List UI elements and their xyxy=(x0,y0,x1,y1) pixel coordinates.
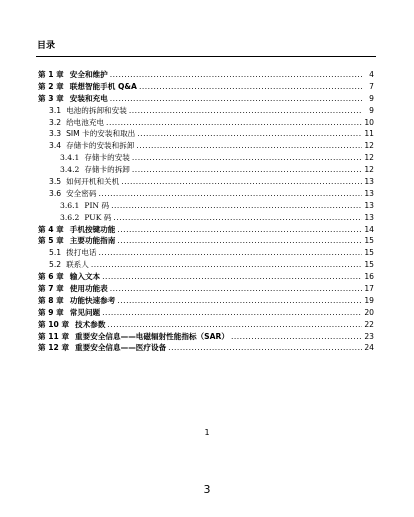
toc-entry-label: 技术参数 xyxy=(75,319,106,329)
dot-leader xyxy=(137,128,362,140)
toc-entry-page: 12 xyxy=(364,141,374,151)
toc-entry-label: 重要安全信息——医疗设备 xyxy=(75,343,167,353)
toc-entry-page: 12 xyxy=(364,153,374,163)
dot-leader xyxy=(113,212,362,224)
dot-leader xyxy=(132,152,362,164)
toc-entry-label: 联想智能手机 Q&A xyxy=(69,81,137,91)
dot-leader xyxy=(117,224,362,236)
toc-entry-page: 20 xyxy=(364,307,374,317)
toc-entry-page: 13 xyxy=(364,212,374,222)
toc-entry[interactable] xyxy=(38,295,374,307)
toc-entry[interactable] xyxy=(38,176,374,188)
toc-entry-label: 使用功能表 xyxy=(69,284,108,294)
toc-entry-number: 5.1 xyxy=(49,248,62,258)
toc-entry-page: 19 xyxy=(364,295,374,305)
toc-entry[interactable] xyxy=(38,105,374,117)
toc-entry-page: 22 xyxy=(364,319,374,329)
toc-entry[interactable] xyxy=(38,152,374,164)
toc-entry-page: 9 xyxy=(369,105,374,115)
toc-entry[interactable] xyxy=(38,224,374,236)
toc-entry-page: 14 xyxy=(364,224,374,234)
toc-entry-number: 第 4 章 xyxy=(38,224,64,234)
dot-leader xyxy=(121,176,362,188)
toc-entry-label: 常见问题 xyxy=(69,307,101,317)
dot-leader xyxy=(129,105,362,117)
dot-leader xyxy=(102,307,362,319)
dot-leader xyxy=(106,117,362,129)
toc-entry[interactable] xyxy=(38,164,374,176)
toc-entry-label: 手机按键功能 xyxy=(69,224,116,234)
toc-entry-label: 联系人 xyxy=(66,260,89,270)
toc-entry-number: 3.4 xyxy=(49,141,62,151)
toc-entry-label: 如何开机和关机 xyxy=(66,177,120,187)
toc-entry-page: 13 xyxy=(364,188,374,198)
toc-entry-label: 安全密码 xyxy=(66,188,97,198)
toc-entry-label: 给电池充电 xyxy=(66,117,105,127)
toc-entry-page: 15 xyxy=(364,260,374,270)
toc-entry[interactable] xyxy=(38,81,374,93)
toc-entry-number: 第 7 章 xyxy=(38,284,64,294)
toc-entry-number: 3.4.2 xyxy=(60,165,80,175)
dot-leader xyxy=(110,93,362,105)
toc-entry[interactable] xyxy=(38,283,374,295)
toc-entry-number: 3.2 xyxy=(49,117,62,127)
toc-entry-number: 3.6.2 xyxy=(60,212,80,222)
dot-leader xyxy=(117,235,362,247)
inner-page-number: 1 xyxy=(204,428,210,437)
toc-entry-label: SIM 卡的安装和取出 xyxy=(66,129,136,139)
toc-entry-number: 第 6 章 xyxy=(38,272,64,282)
page-title: 目录 xyxy=(37,41,56,51)
toc-entry-label: 安装和充电 xyxy=(69,93,108,103)
toc-entry[interactable] xyxy=(38,307,374,319)
dot-leader xyxy=(111,200,362,212)
toc-entry[interactable] xyxy=(38,140,374,152)
toc-entry-page: 9 xyxy=(369,93,374,103)
toc-entry-label: PUK 码 xyxy=(84,212,112,222)
toc-entry[interactable] xyxy=(38,331,374,343)
dot-leader xyxy=(117,295,362,307)
toc-entry[interactable] xyxy=(38,271,374,283)
toc-entry[interactable] xyxy=(38,342,374,354)
toc-entry[interactable] xyxy=(38,200,374,212)
dot-leader xyxy=(102,271,362,283)
toc-entry-page: 17 xyxy=(364,284,374,294)
toc-entry-number: 第 1 章 xyxy=(38,70,64,79)
toc-entry-label: 功能快速参考 xyxy=(69,295,116,305)
table-of-contents xyxy=(38,69,374,354)
toc-entry[interactable] xyxy=(38,69,374,81)
dot-leader xyxy=(110,283,362,295)
outer-page-number: 3 xyxy=(203,483,211,496)
toc-entry-label: 存储卡的安装和拆卸 xyxy=(66,141,135,151)
toc-entry-page: 12 xyxy=(364,165,374,175)
toc-entry-number: 第 3 章 xyxy=(38,93,64,103)
toc-entry-page: 24 xyxy=(364,343,374,353)
dot-leader xyxy=(98,247,362,259)
toc-entry-page: 7 xyxy=(369,81,374,91)
toc-entry-number: 第 8 章 xyxy=(38,295,64,305)
toc-entry-page: 16 xyxy=(364,272,374,282)
toc-entry-page: 4 xyxy=(369,70,374,79)
dot-leader xyxy=(98,188,362,200)
toc-entry[interactable] xyxy=(38,259,374,271)
title-divider xyxy=(36,56,376,57)
toc-entry-number: 第 5 章 xyxy=(38,236,64,246)
toc-entry-label: 输入文本 xyxy=(69,272,101,282)
toc-entry-label: 存储卡的拆卸 xyxy=(84,165,130,175)
dot-leader xyxy=(110,69,362,81)
toc-entry[interactable] xyxy=(38,319,374,331)
dot-leader xyxy=(231,331,362,343)
toc-entry-number: 3.6.1 xyxy=(60,200,80,210)
dot-leader xyxy=(91,259,362,271)
toc-entry-page: 13 xyxy=(364,200,374,210)
dot-leader xyxy=(107,319,362,331)
dot-leader xyxy=(168,342,362,354)
toc-entry[interactable] xyxy=(38,93,374,105)
toc-entry-page: 15 xyxy=(364,236,374,246)
toc-entry[interactable] xyxy=(38,235,374,247)
toc-entry-label: 拨打电话 xyxy=(66,248,97,258)
dot-leader xyxy=(139,81,362,93)
toc-entry-number: 3.1 xyxy=(49,105,62,115)
toc-entry[interactable] xyxy=(38,128,374,140)
toc-entry-page: 11 xyxy=(364,129,374,139)
toc-entry-label: PIN 码 xyxy=(84,200,110,210)
toc-entry-number: 3.3 xyxy=(49,129,62,139)
toc-entry[interactable] xyxy=(38,212,374,224)
toc-entry-label: 电池的拆卸和安装 xyxy=(66,105,127,115)
toc-entry-number: 第 9 章 xyxy=(38,307,64,317)
toc-entry-page: 13 xyxy=(364,177,374,187)
toc-entry-label: 存储卡的安装 xyxy=(84,153,130,163)
toc-entry-page: 10 xyxy=(364,117,374,127)
dot-leader xyxy=(136,140,362,152)
toc-entry-number: 5.2 xyxy=(49,260,62,270)
toc-entry-label: 重要安全信息——电磁辐射性能指标（SAR） xyxy=(75,331,229,341)
dot-leader xyxy=(132,164,362,176)
toc-entry-label: 主要功能指南 xyxy=(69,236,116,246)
toc-entry-page: 15 xyxy=(364,248,374,258)
toc-entry-number: 第 10 章 xyxy=(38,319,70,329)
toc-entry[interactable] xyxy=(38,188,374,200)
toc-entry[interactable] xyxy=(38,117,374,129)
toc-entry-label: 安全和维护 xyxy=(69,70,108,79)
toc-entry-number: 第 2 章 xyxy=(38,81,64,91)
toc-entry-number: 3.4.1 xyxy=(60,153,80,163)
toc-entry-number: 3.6 xyxy=(49,188,62,198)
toc-entry-number: 3.5 xyxy=(49,177,62,187)
toc-entry[interactable] xyxy=(38,247,374,259)
toc-entry-number: 第 11 章 xyxy=(38,331,70,341)
toc-entry-page: 23 xyxy=(364,331,374,341)
toc-entry-number: 第 12 章 xyxy=(38,343,70,353)
